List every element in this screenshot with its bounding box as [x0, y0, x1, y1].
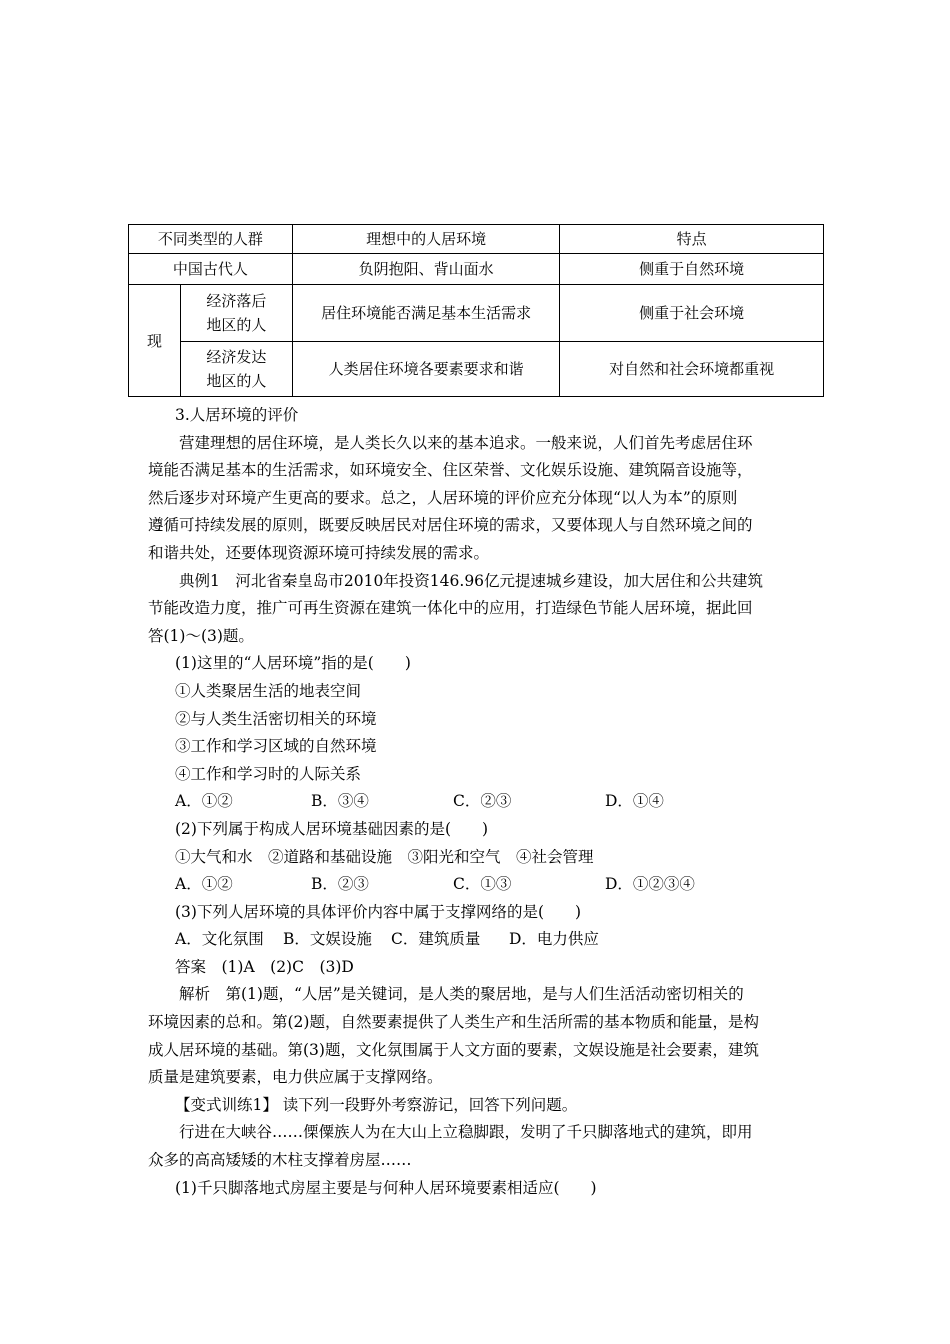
paragraph-line: 遵循可持续发展的原则，既要反映居民对居住环境的需求，又要体现人与自然环境之间的: [148, 516, 753, 535]
option-d: D．电力供应: [509, 930, 599, 949]
document-body: [148, 402, 808, 1202]
paragraph-line: 和谐共处，还要体现资源环境可持续发展的需求。: [148, 543, 490, 562]
section-heading: 3.人居环境的评价: [175, 406, 299, 424]
q1-item: ①人类聚居生活的地表空间: [175, 681, 362, 700]
analysis-line: 解析 第(1)题，“人居”是关键词，是人类的聚居地，是与人们生活活动密切相关的: [179, 985, 744, 1004]
cell-group-ancient: 中国古代人: [129, 254, 293, 285]
option-b: B．②③: [311, 875, 369, 894]
paragraph-line: 营建理想的居住环境，是人类长久以来的基本追求。一般来说，人们首先考虑居住环: [179, 433, 753, 452]
option-c: C．建筑质量: [391, 930, 481, 949]
analysis-line: 环境因素的总和。第(2)题，自然要素提供了人类生产和生活所需的基本物质和能量，是构: [148, 1013, 759, 1032]
option-d: D．①②③④: [605, 875, 695, 894]
variant-question-1: (1)千只脚落地式房屋主要是与何种人居环境要素相适应( ): [175, 1178, 597, 1197]
analysis-line: 成人居环境的基础。第(3)题，文化氛围属于人文方面的要素，文娱设施是社会要素，建筑: [148, 1040, 759, 1059]
q2-items: ①大气和水 ②道路和基础设施 ③阳光和空气 ④社会管理: [175, 847, 594, 866]
cell-feature-poor: 侧重于社会环境: [560, 285, 824, 342]
q1-item: ③工作和学习区域的自然环境: [175, 737, 377, 756]
table-row: [129, 285, 824, 342]
variant-title: 【变式训练1】 读下列一段野外考察游记，回答下列问题。: [175, 1095, 578, 1114]
cell-feature-rich: 对自然和社会环境都重视: [560, 342, 824, 397]
cell-feature-ancient: 侧重于自然环境: [560, 254, 824, 285]
q2-options: [148, 871, 808, 899]
cell-group-rich-line1: 经济发达: [206, 348, 267, 366]
question-2: (2)下列属于构成人居环境基础因素的是( ): [175, 819, 489, 838]
table-header-row: [129, 225, 824, 254]
variant-text: 众多的高高矮矮的木柱支撑着房屋……: [148, 1151, 412, 1170]
option-b: B．文娱设施: [283, 930, 372, 949]
question-3: (3)下列人居环境的具体评价内容中属于支撑网络的是( ): [175, 902, 582, 921]
q1-options: [148, 788, 808, 816]
option-a: A．①②: [175, 875, 233, 894]
option-b: B．③④: [311, 792, 369, 811]
header-cell-ideal: 理想中的人居环境: [292, 225, 560, 254]
table-row: [129, 254, 824, 285]
table-row: [129, 342, 824, 397]
question-1: (1)这里的“人居环境”指的是( ): [175, 654, 411, 673]
option-a: A．文化氛围: [175, 930, 264, 949]
cell-group-rich: [180, 342, 292, 397]
option-c: C．①③: [453, 875, 512, 894]
option-a: A．①②: [175, 792, 233, 811]
example-line: 答(1)～(3)题。: [148, 626, 254, 645]
variant-text: 行进在大峡谷……傈僳族人为在大山上立稳脚跟，发明了千只脚落地式的建筑，即用: [179, 1123, 753, 1142]
cell-ideal-ancient: 负阴抱阳、背山面水: [292, 254, 560, 285]
cell-ideal-poor: 居住环境能否满足基本生活需求: [292, 285, 560, 342]
option-d: D．①④: [605, 792, 664, 811]
paragraph-line: 然后逐步对环境产生更高的要求。总之，人居环境的评价应充分体现“以人为本”的原则: [148, 488, 738, 507]
q3-options: [148, 926, 808, 954]
analysis-line: 质量是建筑要素，电力供应属于支撑网络。: [148, 1068, 443, 1087]
header-cell-feature: 特点: [560, 225, 824, 254]
cell-group-poor: [180, 285, 292, 342]
q1-item: ④工作和学习时的人际关系: [175, 764, 362, 783]
cell-modern-label: 现: [129, 285, 181, 397]
example-line: 典例1 河北省秦皇岛市2010年投资146.96亿元提速城乡建设，加大居住和公共建筑: [179, 571, 764, 590]
q1-item: ②与人类生活密切相关的环境: [175, 709, 377, 728]
option-c: C．②③: [453, 792, 512, 811]
cell-group-poor-line1: 经济落后: [206, 292, 267, 310]
answer-line: 答案 (1)A (2)C (3)D: [175, 957, 354, 976]
cell-ideal-rich: 人类居住环境各要素要求和谐: [292, 342, 560, 397]
cell-group-poor-line2: 地区的人: [206, 316, 267, 334]
comparison-table: [128, 224, 824, 397]
header-cell-group: 不同类型的人群: [129, 225, 293, 254]
cell-group-rich-line2: 地区的人: [206, 372, 267, 390]
example-line: 节能改造力度，推广可再生资源在建筑一体化中的应用，打造绿色节能人居环境，据此回: [148, 599, 753, 618]
paragraph-line: 境能否满足基本的生活需求，如环境安全、住区荣誉、文化娱乐设施、建筑隔音设施等，: [148, 461, 753, 480]
